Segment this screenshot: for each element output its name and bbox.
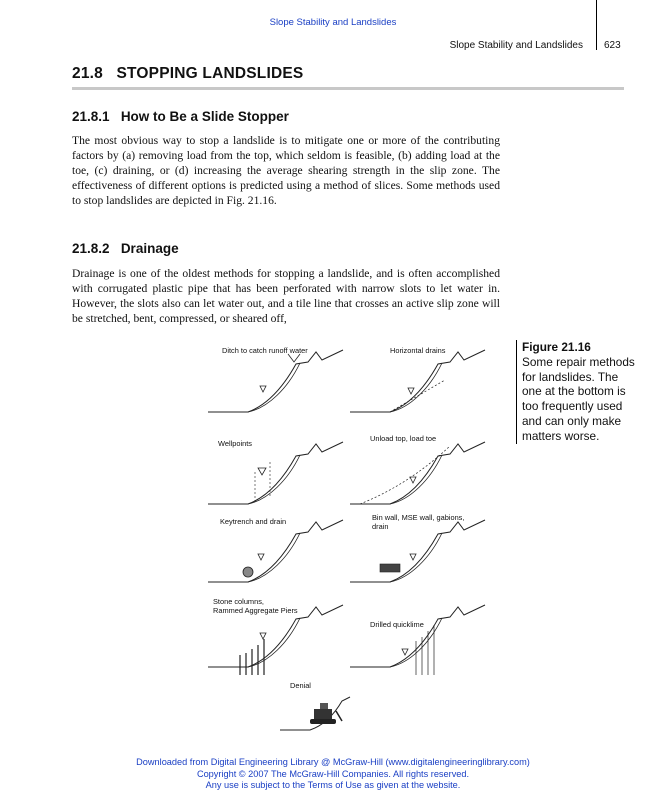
panel-keytrench xyxy=(208,517,343,582)
subsection-number: 21.8.2 xyxy=(72,241,110,256)
section-title: STOPPING LANDSLIDES xyxy=(116,65,304,82)
panel-bin-wall xyxy=(350,513,485,582)
panel-label: Keytrench and drain xyxy=(220,517,287,526)
footer xyxy=(0,757,666,792)
footer-copyright: Copyright © 2007 The McGraw-Hill Companies. All rights reserved. xyxy=(196,768,470,779)
subsection-number: 21.8.1 xyxy=(72,109,110,124)
footer-download-link[interactable]: Downloaded from Digital Engineering Library @ McGraw-Hill (www.digitalengineeringlibrary.com) xyxy=(136,757,530,767)
panel-wellpoints xyxy=(208,439,343,504)
header-divider xyxy=(596,0,597,50)
top-link[interactable]: Slope Stability and Landslides xyxy=(269,17,397,28)
running-head: Slope Stability and Landslides xyxy=(449,40,583,51)
footer-terms-link[interactable]: Any use is subject to the Terms of Use as given at the website. xyxy=(205,780,461,790)
panel-ditch xyxy=(208,346,343,412)
panel-label: Rammed Aggregate Piers xyxy=(213,606,298,615)
bulldozer-icon xyxy=(310,703,342,724)
subsection-title: Drainage xyxy=(120,241,179,256)
figure-caption-text: Some repair methods for landslides. The one at the bottom is too frequently used and can only make matters worse. xyxy=(522,354,635,443)
panel-stone-columns xyxy=(208,597,343,675)
paragraph-slide-stopper: The most obvious way to stop a landslide is to mitigate one or more of the contributing factors by (a) removing load from the top, which seldom is feasible, (b) adding load at the toe, (c) draining, or (d) increasing the average shearing strength in the slip zone. The effectiveness of different options is predicted using a method of slices. Some methods used to stop landslides are depicted in Fig. 21.16. xyxy=(72,134,500,207)
panel-label: Drilled quicklime xyxy=(370,620,424,629)
panel-label: Wellpoints xyxy=(218,439,252,448)
section-number: 21.8 xyxy=(72,65,103,82)
figure-21-16 xyxy=(200,340,505,740)
panel-quicklime xyxy=(350,605,485,675)
subsection-heading-2 xyxy=(72,241,179,256)
panel-label: Stone columns, xyxy=(213,597,264,606)
panel-label: Ditch to catch runoff water xyxy=(222,346,308,355)
panel-label: Horizontal drains xyxy=(390,346,446,355)
subsection-title: How to Be a Slide Stopper xyxy=(120,109,289,124)
panel-label: Bin wall, MSE wall, gabions, xyxy=(372,513,465,522)
section-rule xyxy=(72,87,624,90)
page-number: 623 xyxy=(604,40,621,51)
panel-denial xyxy=(280,681,350,730)
panel-label: Denial xyxy=(290,681,311,690)
section-heading xyxy=(72,65,303,83)
panel-label: Unload top, load toe xyxy=(370,434,437,443)
panel-label: drain xyxy=(372,522,389,531)
panel-horizontal-drains xyxy=(350,346,485,412)
paragraph-drainage: Drainage is one of the oldest methods for stopping a landslide, and is often accomplished with corrugated plastic pipe that has been perforated with narrow slots to let water in. However, the slots also can let water out, and a tile line that crosses an active slip zone will be stretched, bent, compressed, or sheared off, xyxy=(72,267,500,325)
figure-caption xyxy=(516,340,636,444)
panel-unload-top xyxy=(350,434,485,504)
subsection-heading-1 xyxy=(72,109,289,124)
figure-label: Figure 21.16 xyxy=(522,340,591,354)
